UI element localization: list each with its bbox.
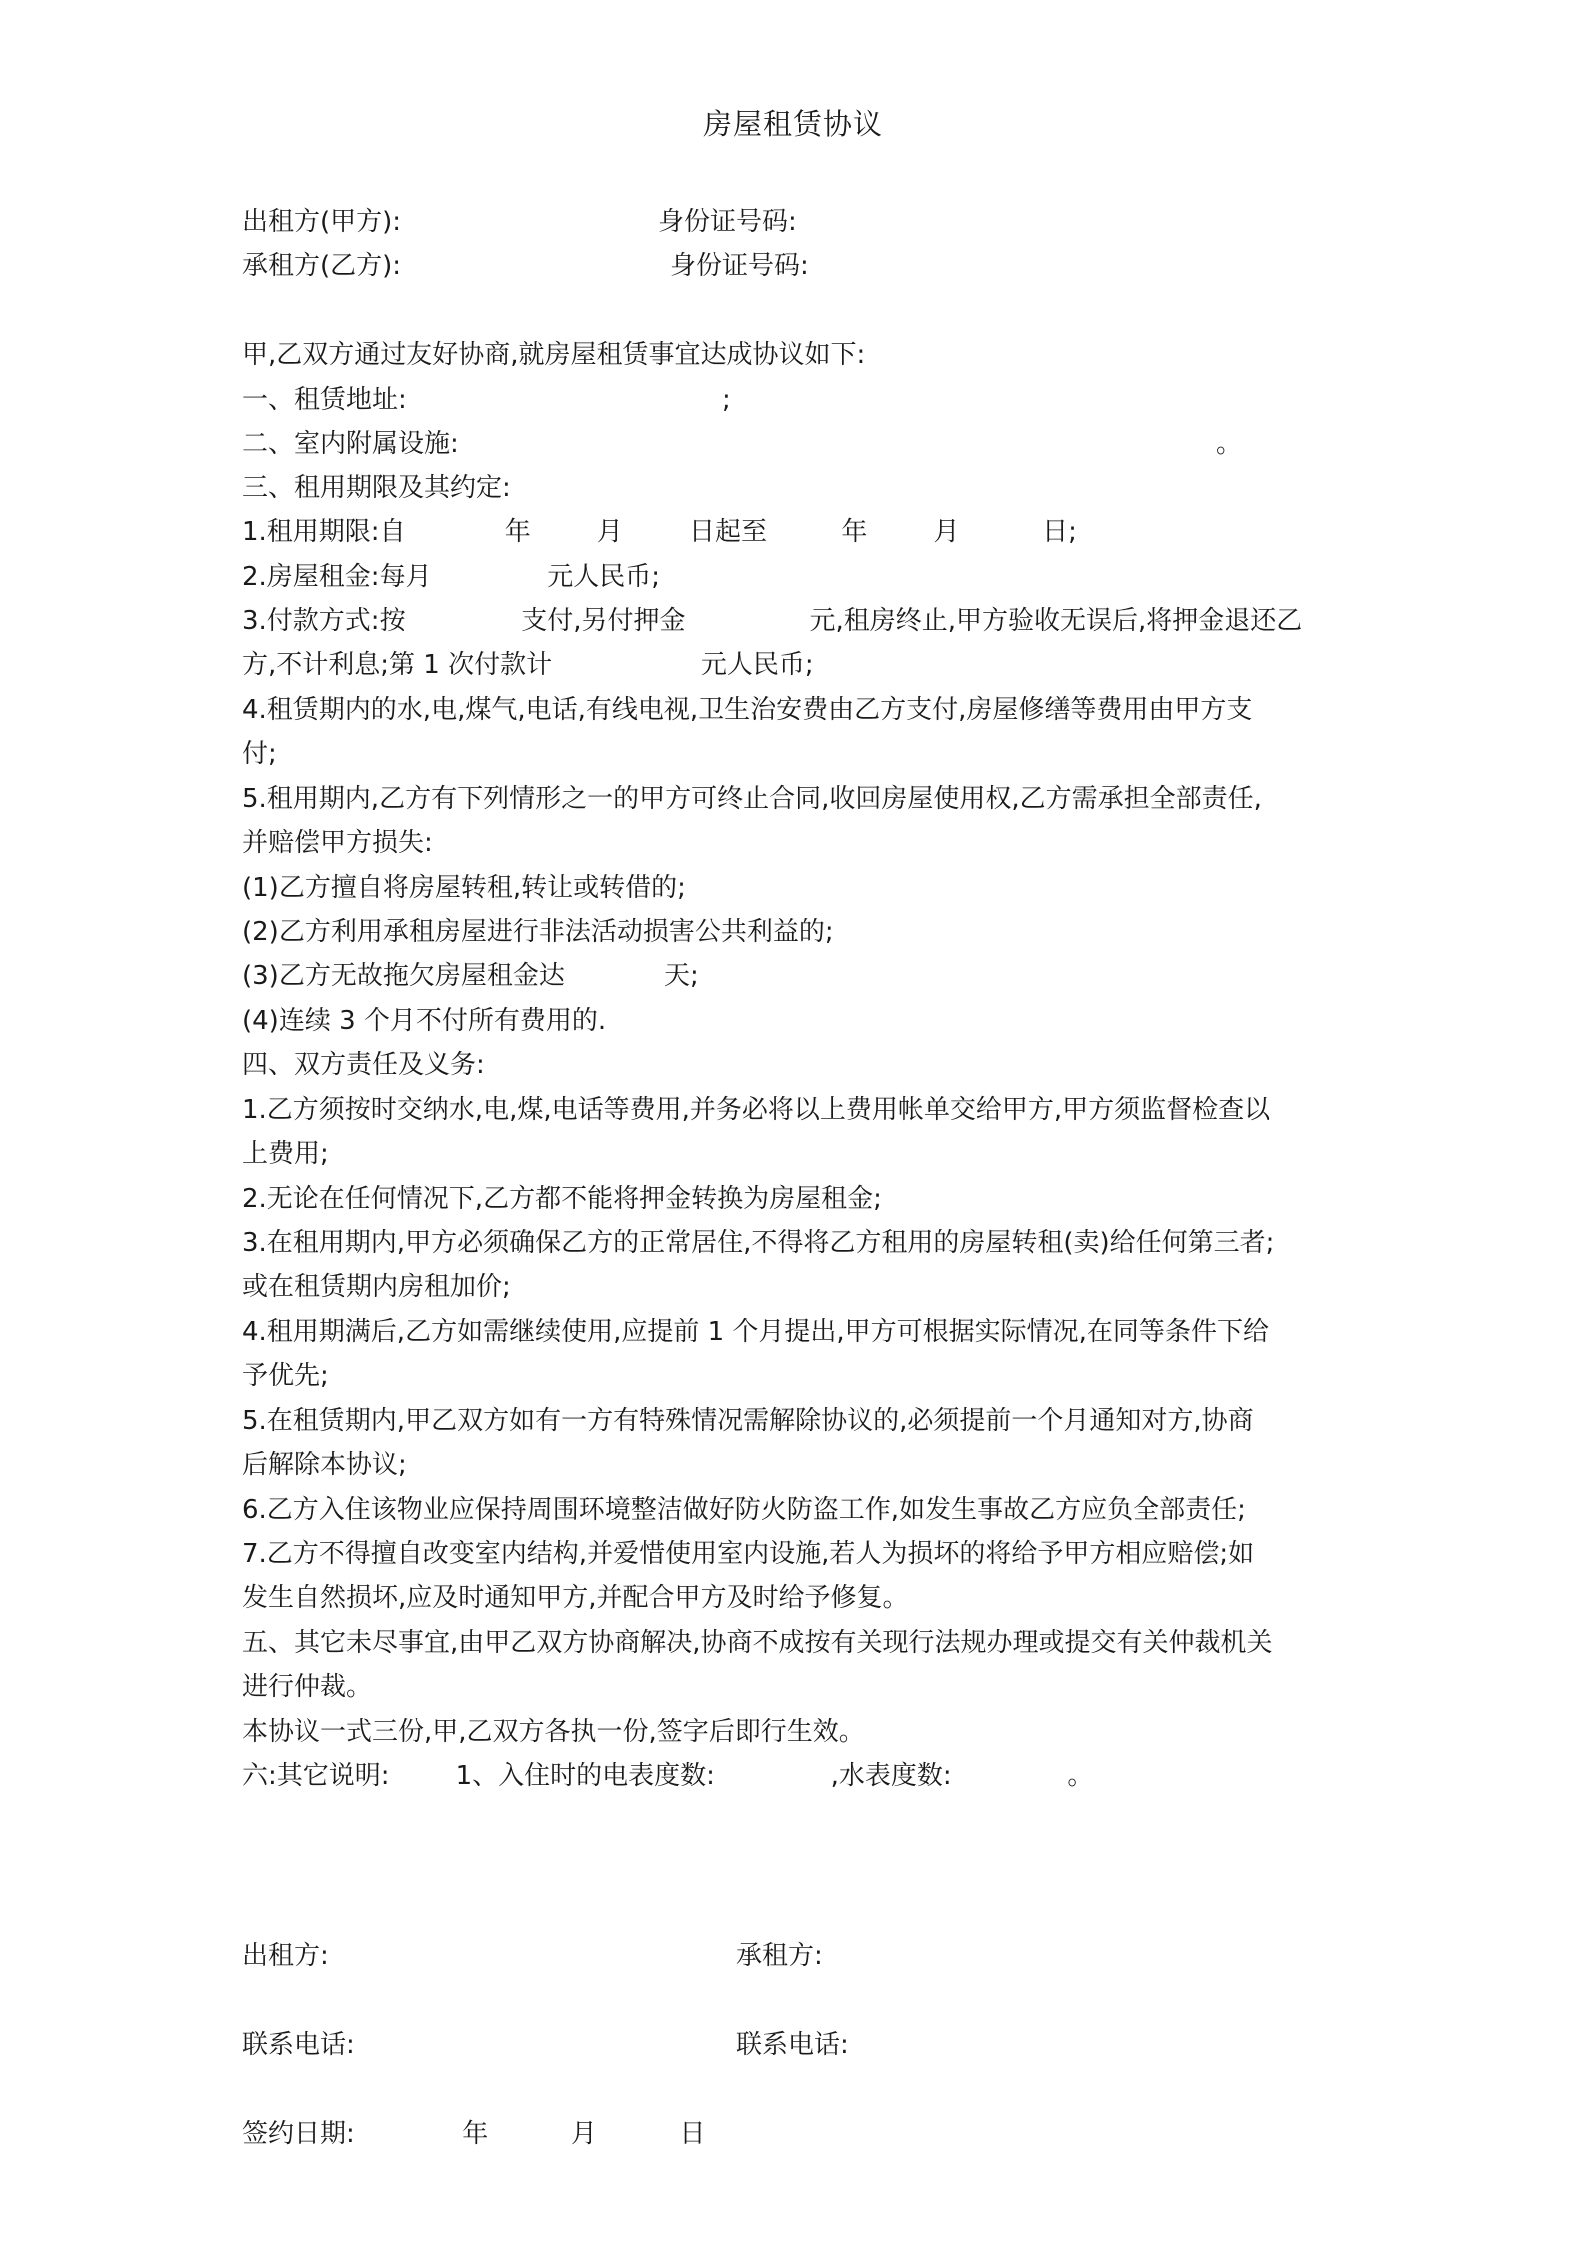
clause-3-5-item-1: (1)乙方擅自将房屋转租,转让或转借的;: [242, 873, 686, 903]
clause-4-3-cont: 或在租赁期内房租加价;: [242, 1272, 511, 1302]
clause-3-4-utilities: 4.租赁期内的水,电,煤气,电话,有线电视,卫生治安费由乙方支付,房屋修缮等费用由甲方支: [242, 695, 1253, 725]
clause-5: 五、其它未尽事宜,由甲乙双方协商解决,协商不成按有关现行法规办理或提交有关仲裁机关: [242, 1628, 1273, 1658]
intro-text: 甲,乙双方通过友好协商,就房屋租赁事宜达成协议如下:: [242, 340, 866, 370]
clause-4-1: 1.乙方须按时交纳水,电,煤,电话等费用,并务必将以上费用帐单交给甲方,甲方须监督检查以: [242, 1095, 1271, 1125]
signature-lessee: 承租方:: [736, 1941, 823, 1971]
document-title: 房屋租赁协议: [702, 107, 883, 141]
clause-3-3-payment-cont: 方,不计利息;第 1 次付款计 元人民币;: [242, 650, 814, 680]
lessee-phone-label: 联系电话:: [736, 2030, 849, 2060]
clause-3-5-item-2: (2)乙方利用承租房屋进行非法活动损害公共利益的;: [242, 917, 834, 947]
clause-3-5-item-3: (3)乙方无故拖欠房屋租金达 天;: [242, 961, 699, 991]
clause-2-facilities: 二、室内附属设施:: [242, 429, 459, 459]
lessor-id-label: 身份证号码:: [658, 207, 797, 237]
clause-3-4-utilities-cont: 付;: [242, 739, 277, 769]
clause-4-6: 6.乙方入住该物业应保持周围环境整洁做好防火防盗工作,如发生事故乙方应负全部责任;: [242, 1495, 1246, 1525]
copies-note: 本协议一式三份,甲,乙双方各执一份,签字后即行生效。: [242, 1717, 865, 1747]
lessee-label: 承租方(乙方):: [242, 251, 402, 281]
clause-4-4: 4.租用期满后,乙方如需继续使用,应提前 1 个月提出,甲方可根据实际情况,在同等条件下给: [242, 1317, 1269, 1347]
clause-3-2-rent: 2.房屋租金:每月 元人民币;: [242, 562, 661, 592]
clause-3-5-termination-cont: 并赔偿甲方损失:: [242, 828, 433, 858]
clause-3-5-termination: 5.租用期内,乙方有下列情形之一的甲方可终止合同,收回房屋使用权,乙方需承担全部责任,: [242, 784, 1262, 814]
clause-3-3-payment: 3.付款方式:按 支付,另付押金 元,租房终止,甲方验收无误后,将押金退还乙: [242, 606, 1303, 636]
clause-4-7: 7.乙方不得擅自改变室内结构,并爱惜使用室内设施,若人为损坏的将给予甲方相应赔偿;如: [242, 1539, 1255, 1569]
clause-4-1-cont: 上费用;: [242, 1139, 329, 1169]
clause-4-7-cont: 发生自然损坏,应及时通知甲方,并配合甲方及时给予修复。: [242, 1583, 909, 1613]
lessor-label: 出租方(甲方):: [242, 207, 402, 237]
clause-3-1-term: 1.租用期限:自 年 月 日起至 年 月 日;: [242, 517, 1077, 547]
clause-4-2: 2.无论在任何情况下,乙方都不能将押金转换为房屋租金;: [242, 1184, 882, 1214]
clause-4-3: 3.在租用期内,甲方必须确保乙方的正常居住,不得将乙方租用的房屋转租(卖)给任何第三者;: [242, 1228, 1275, 1258]
clause-4-4-cont: 予优先;: [242, 1361, 329, 1391]
clause-4-5: 5.在租赁期内,甲乙双方如有一方有特殊情况需解除协议的,必须提前一个月通知对方,协商: [242, 1406, 1254, 1436]
clause-3-5-item-4: (4)连续 3 个月不付所有费用的.: [242, 1006, 607, 1036]
signature-lessor: 出租方:: [242, 1941, 329, 1971]
clause-4-5-cont: 后解除本协议;: [242, 1450, 407, 1480]
clause-6-other: 六:其它说明: 1、入住时的电表度数: ,水表度数: 。: [242, 1761, 1094, 1791]
lessee-id-label: 身份证号码:: [670, 251, 809, 281]
clause-5-cont: 进行仲裁。: [242, 1672, 373, 1702]
clause-1-end: ;: [722, 385, 731, 415]
clause-4-heading: 四、双方责任及义务:: [242, 1050, 485, 1080]
lessor-phone-label: 联系电话:: [242, 2030, 355, 2060]
clause-3-heading: 三、租用期限及其约定:: [242, 473, 511, 503]
signing-date: 签约日期: 年 月 日: [242, 2119, 706, 2149]
clause-1-address: 一、租赁地址:: [242, 385, 407, 415]
clause-2-end: 。: [1216, 429, 1243, 459]
